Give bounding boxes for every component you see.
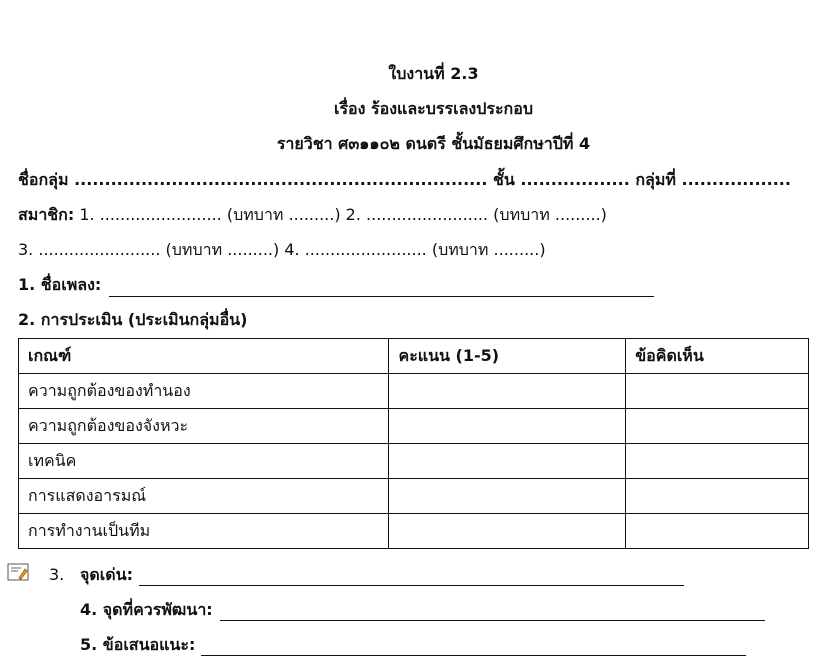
evaluation-heading: 2. การประเมิน (ประเมินกลุ่มอื่น) (18, 310, 248, 329)
course-line: รายวิชา ศ๓๑๑๐๒ ดนตรี ชั้นมัธยมศึกษาปีที่ 4 (276, 134, 591, 153)
comment-cell[interactable] (626, 514, 809, 549)
score-cell[interactable] (389, 374, 626, 409)
class-field[interactable]: .................. (520, 170, 630, 189)
strengths-label: จุดเด่น: (80, 565, 133, 584)
criteria-cell: ความถูกต้องของทำนอง (19, 374, 389, 409)
criteria-cell: การแสดงอารมณ์ (19, 479, 389, 514)
suggestions-field[interactable] (201, 655, 746, 656)
group-number-field[interactable]: .................. (681, 170, 791, 189)
song-name-field[interactable] (109, 296, 654, 297)
table-row (19, 514, 809, 549)
comment-cell[interactable] (626, 409, 809, 444)
column-header-score: คะแนน (1-5) (389, 339, 626, 374)
criteria-cell: การทำงานเป็นทีม (19, 514, 389, 549)
score-cell[interactable] (389, 444, 626, 479)
table-row (19, 479, 809, 514)
member-4-field[interactable]: 4. ........................ (บทบาท .........) (284, 240, 546, 259)
worksheet-topic: เรื่อง ร้องและบรรเลงประกอบ (333, 99, 533, 118)
member-1-field[interactable]: 1. ........................ (บทบาท .........) (79, 205, 341, 224)
suggestions-label: 5. ข้อเสนอแนะ: (80, 635, 196, 654)
table-header-row (19, 339, 809, 374)
comment-cell[interactable] (626, 479, 809, 514)
comment-cell[interactable] (626, 374, 809, 409)
column-header-comment: ข้อคิดเห็น (626, 339, 809, 374)
group-name-field[interactable]: .................................................................... (74, 170, 488, 189)
table-row (19, 444, 809, 479)
members-line-2 (18, 239, 546, 261)
class-label: ชั้น (492, 170, 515, 189)
members-label: สมาชิก: (18, 205, 75, 224)
criteria-cell: ความถูกต้องของจังหวะ (19, 409, 389, 444)
score-cell[interactable] (389, 514, 626, 549)
member-2-field[interactable]: 2. ........................ (บทบาท .........) (345, 205, 607, 224)
improvement-field[interactable] (220, 620, 765, 621)
song-label: 1. ชื่อเพลง: (18, 275, 102, 294)
table-row (19, 409, 809, 444)
group-name-label: ชื่อกลุ่ม (18, 170, 69, 189)
evaluation-table (18, 338, 809, 549)
group-number-label: กลุ่มที่ (635, 170, 676, 189)
members-line-1 (18, 204, 607, 226)
song-line (18, 274, 101, 296)
score-cell[interactable] (389, 479, 626, 514)
group-info-line (18, 169, 791, 191)
worksheet-title: ใบงานที่ 2.3 (388, 64, 479, 83)
column-header-criteria: เกณฑ์ (19, 339, 389, 374)
table-row (19, 374, 809, 409)
strengths-field[interactable] (139, 585, 684, 586)
member-3-field[interactable]: 3. ........................ (บทบาท .........) (18, 240, 280, 259)
edit-note-icon[interactable] (7, 563, 29, 581)
improvement-label: 4. จุดที่ควรพัฒนา: (80, 600, 213, 619)
score-cell[interactable] (389, 409, 626, 444)
criteria-cell: เทคนิค (19, 444, 389, 479)
comment-cell[interactable] (626, 444, 809, 479)
q3-number: 3. (49, 565, 65, 584)
